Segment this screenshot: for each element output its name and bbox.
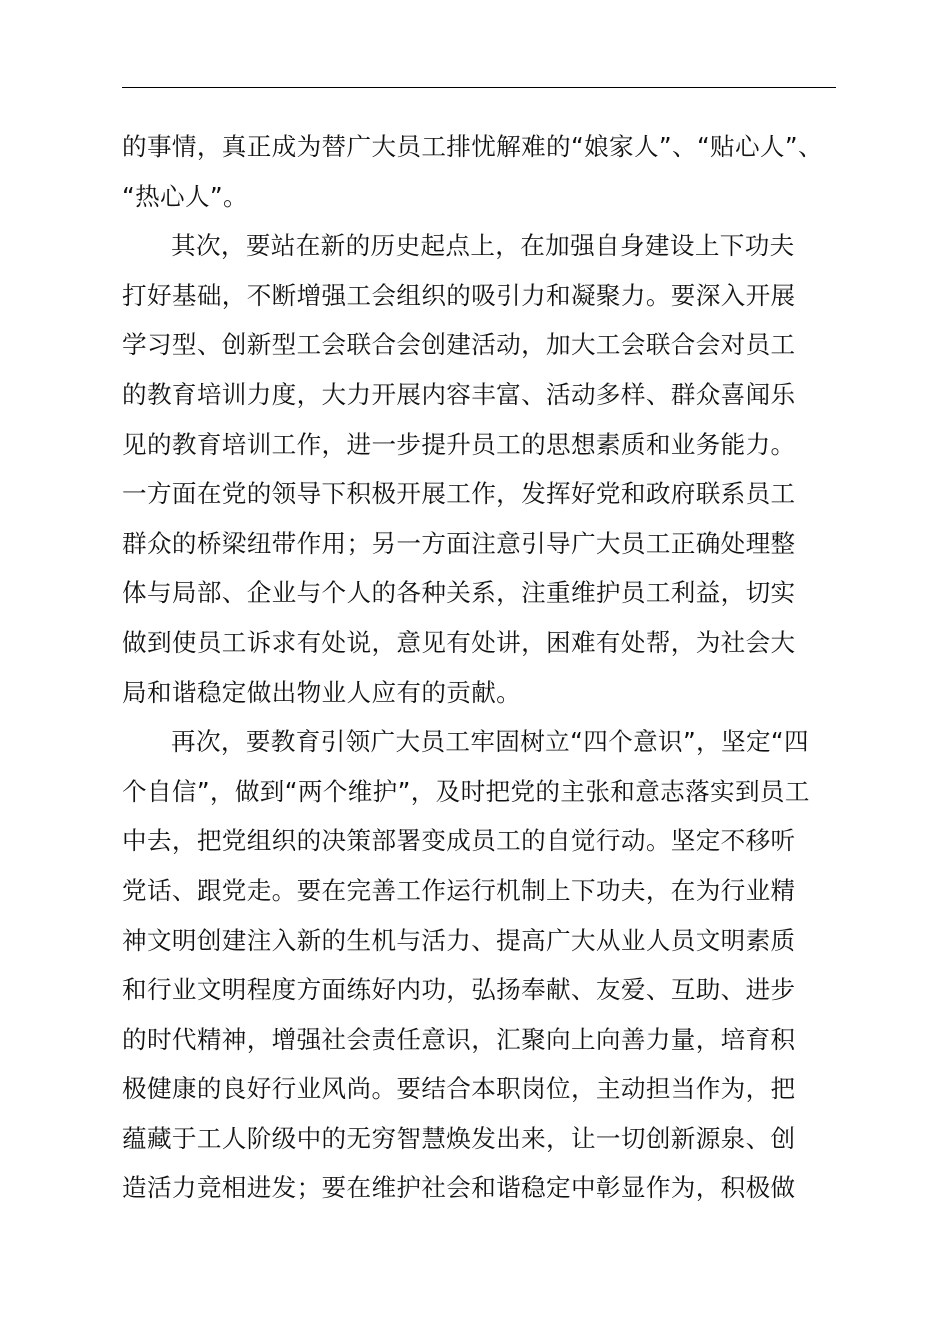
text-line-6: 的教育培训力度，大力开展内容丰富、活动多样、群众喜闻乐 bbox=[122, 379, 796, 409]
text-line-2: “热心人”。 bbox=[122, 181, 248, 211]
text-line-10: 体与局部、企业与个人的各种关系，注重维护员工利益，切实 bbox=[122, 578, 796, 608]
paragraph-3-start: 再次，要教育引领广大员工牢固树立“四个意识”，坚定“四 bbox=[171, 727, 809, 757]
text-line-19: 的时代精神，增强社会责任意识，汇聚向上向善力量，培育积 bbox=[122, 1024, 796, 1054]
text-line-18: 和行业文明程度方面练好内功，弘扬奉献、友爱、互助、进步 bbox=[122, 975, 796, 1005]
text-line-4: 打好基础，不断增强工会组织的吸引力和凝聚力。要深入开展 bbox=[122, 280, 796, 310]
text-line-20: 极健康的良好行业风尚。要结合本职岗位，主动担当作为，把 bbox=[122, 1074, 796, 1104]
text-line-8: 一方面在党的领导下积极开展工作，发挥好党和政府联系员工 bbox=[122, 479, 796, 509]
text-line-21: 蕴藏于工人阶级中的无穷智慧焕发出来，让一切创新源泉、创 bbox=[122, 1123, 796, 1153]
text-line-9: 群众的桥梁纽带作用；另一方面注意引导广大员工正确处理整 bbox=[122, 528, 796, 558]
text-line-12: 局和谐稳定做出物业人应有的贡献。 bbox=[122, 677, 522, 707]
text-line-16: 党话、跟党走。要在完善工作运行机制上下功夫，在为行业精 bbox=[122, 875, 796, 905]
document-body bbox=[122, 122, 836, 1213]
text-line-7: 见的教育培训工作，进一步提升员工的思想素质和业务能力。 bbox=[122, 429, 796, 459]
text-line-14: 个自信”，做到“两个维护”，及时把党的主张和意志落实到员工 bbox=[122, 776, 810, 806]
text-line-5: 学习型、创新型工会联合会创建活动，加大工会联合会对员工 bbox=[122, 330, 796, 360]
text-line-22: 造活力竞相进发；要在维护社会和谐稳定中彰显作为，积极做 bbox=[122, 1173, 796, 1203]
text-line-1: 的事情，真正成为替广大员工排忧解难的“娘家人”、“贴心人”、 bbox=[122, 132, 823, 161]
text-line-17: 神文明创建注入新的生机与活力、提高广大从业人员文明素质 bbox=[122, 925, 796, 955]
header-rule bbox=[122, 87, 836, 88]
text-line-11: 做到使员工诉求有处说，意见有处讲，困难有处帮，为社会大 bbox=[122, 627, 796, 657]
text-line-15: 中去，把党组织的决策部署变成员工的自觉行动。坚定不移听 bbox=[122, 826, 796, 856]
paragraph-2-start: 其次，要站在新的历史起点上，在加强自身建设上下功夫 bbox=[171, 231, 795, 261]
